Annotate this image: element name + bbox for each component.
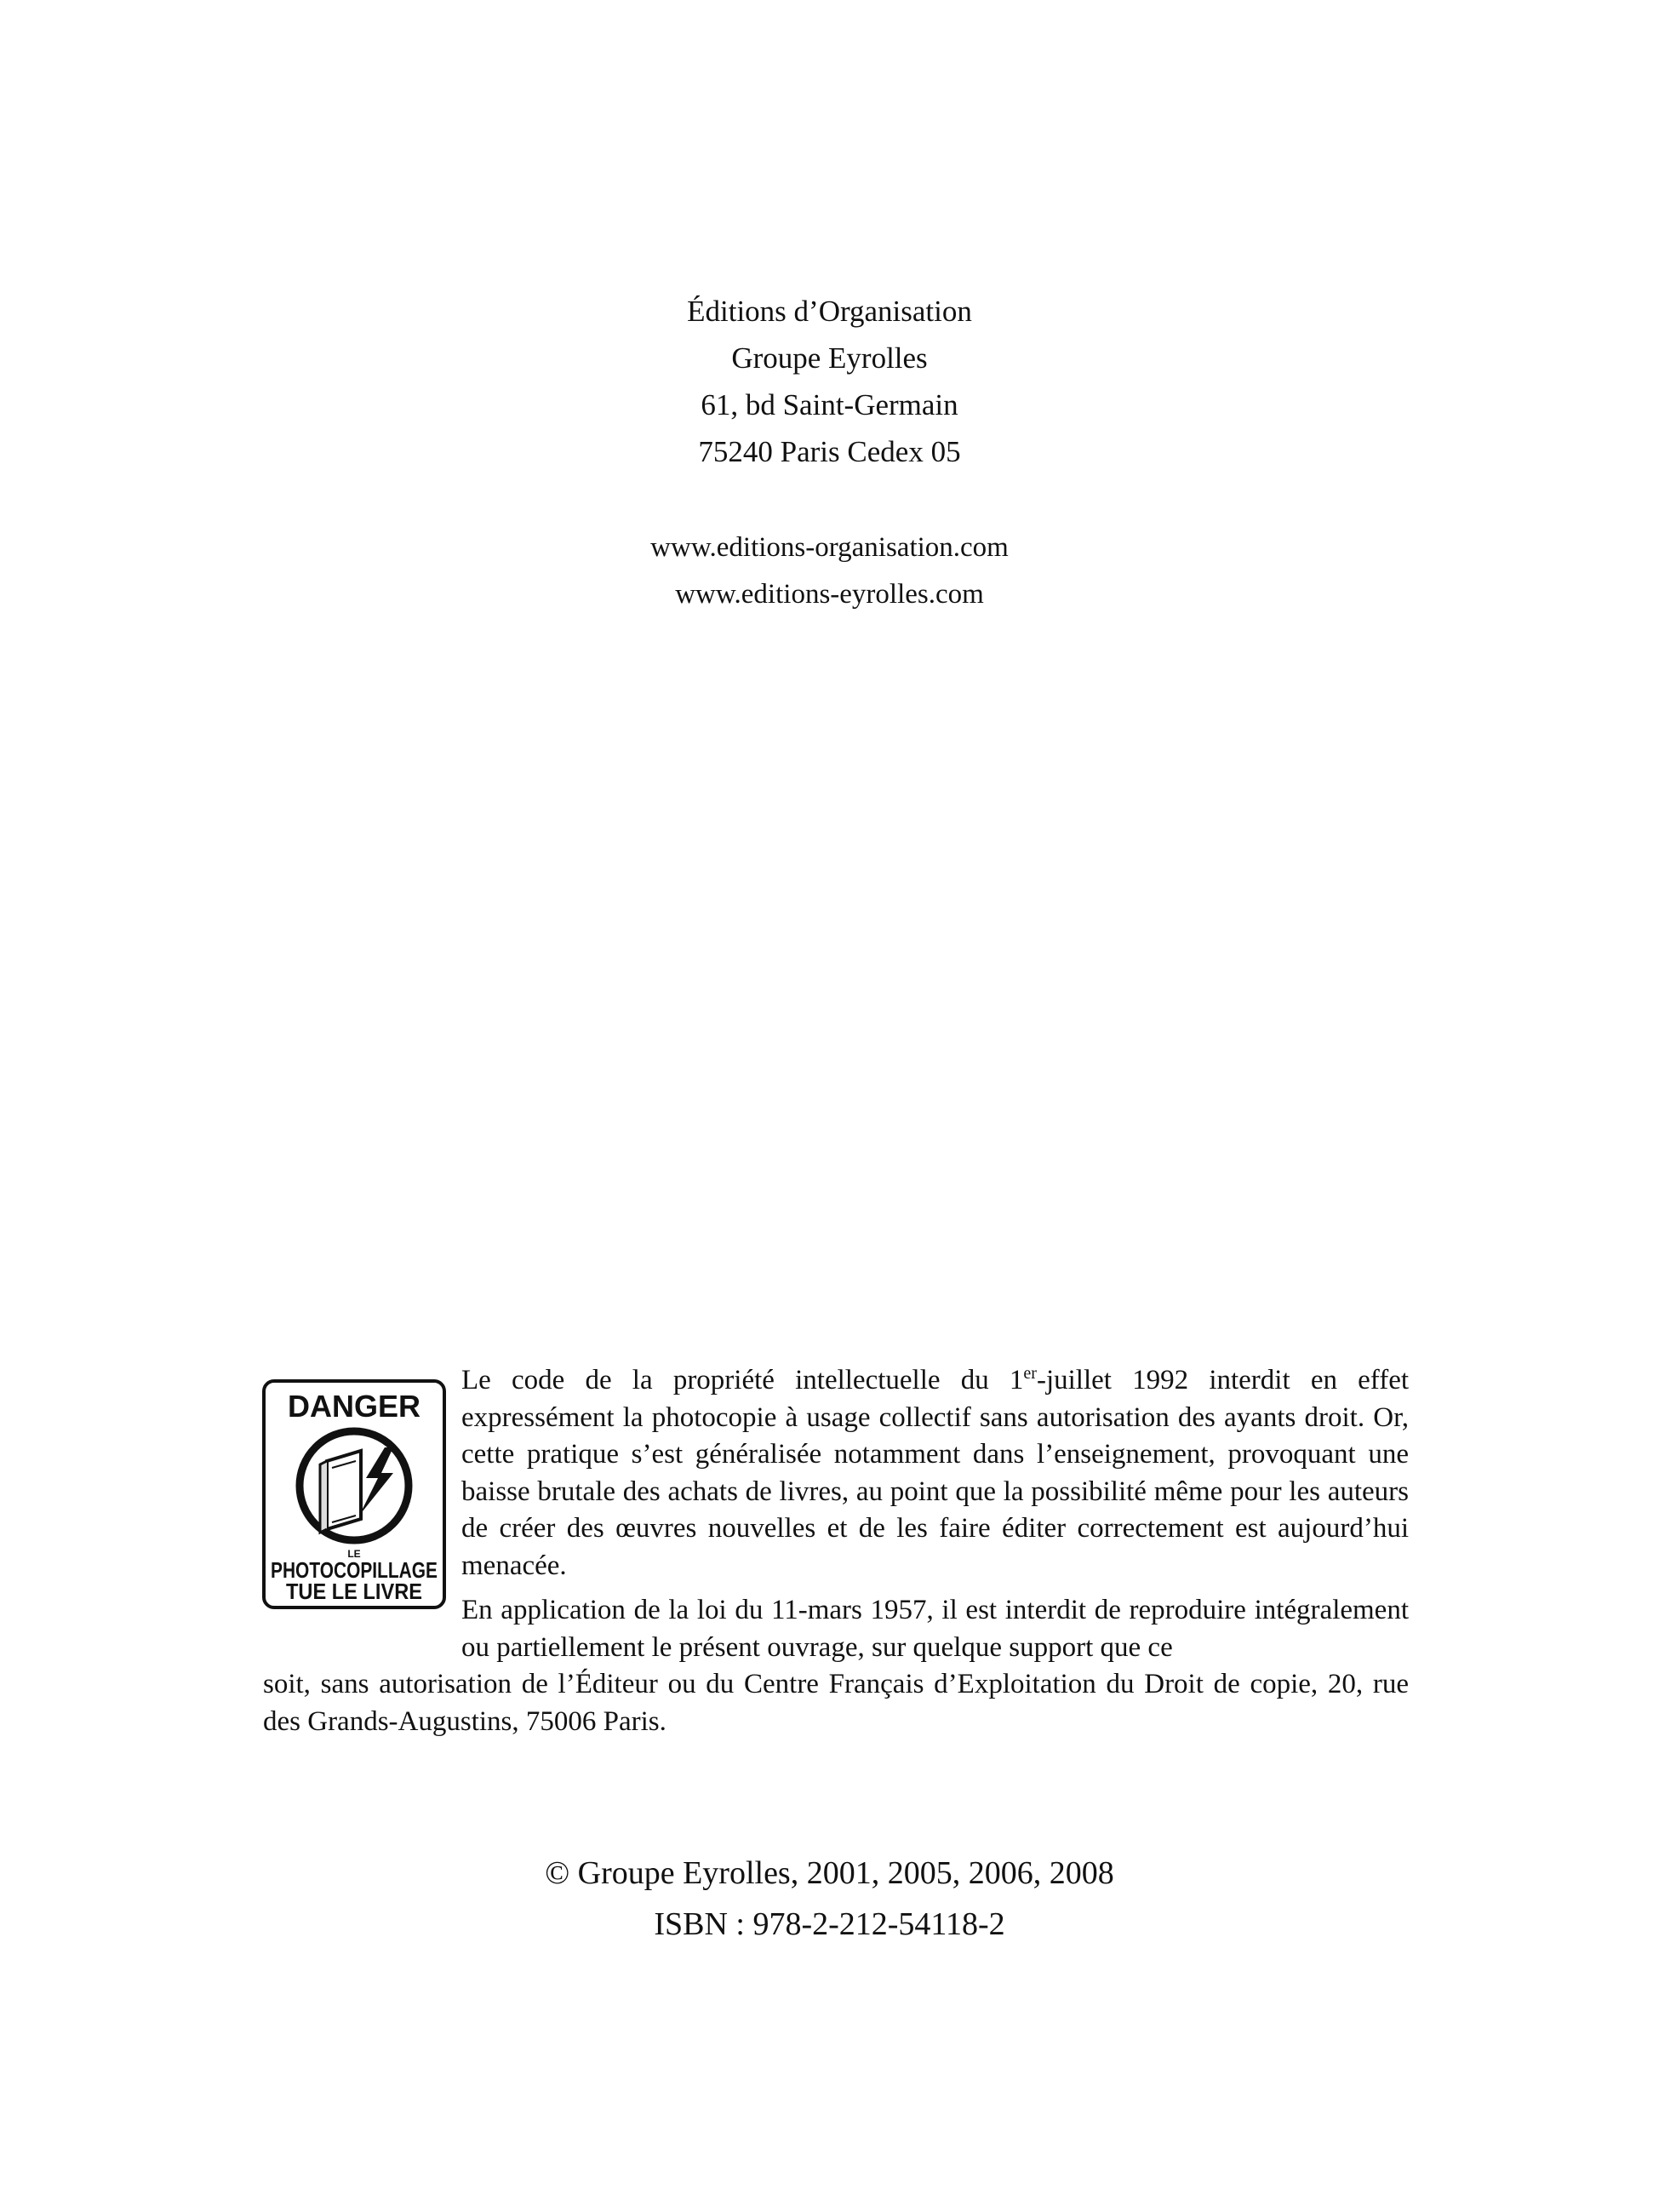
legal-p1-start: Le code de la propriété intellectuelle du 1 xyxy=(461,1365,1024,1395)
legal-p1-rest: -juillet 1992 interdit en effet expressément la photocopie à usage collectif sans autorisation des ayants droit. Or, cette pratique s’est généralisée notamment dans l’enseignement, provoquant une baisse brutale des achats de livres, au point que la possibilité même pour les auteurs de créer des œuvres nouvelles et de les faire éditer correctement est aujourd’hui menacée. xyxy=(461,1365,1410,1581)
copyright-notice: © Groupe Eyrolles, 2001, 2005, 2006, 2008 xyxy=(545,1855,1114,1891)
logo-danger-text: DANGER xyxy=(287,1389,421,1424)
website-eyrolles: www.editions-eyrolles.com xyxy=(675,579,984,610)
publisher-name: Éditions d’Organisation xyxy=(687,295,972,328)
legal-p1-superscript: er xyxy=(1023,1364,1037,1383)
publisher-street: 61, bd Saint-Germain xyxy=(701,388,958,421)
publisher-city: 75240 Paris Cedex 05 xyxy=(698,435,961,468)
publisher-websites xyxy=(0,524,1659,618)
legal-p2-full: soit, sans autorisation de l’Éditeur ou du Centre Français d’Exploitation du Droit de copie, 20, rue des Grands-Augustins, 75006 Paris. xyxy=(263,1669,1409,1737)
logo-photocopillage-text: PHOTOCOPILLAGE xyxy=(271,1557,438,1583)
publisher-group: Groupe Eyrolles xyxy=(731,341,928,375)
logo-le-text: LE xyxy=(347,1548,361,1560)
logo-tue-le-livre-text: TUE LE LIVRE xyxy=(286,1579,422,1604)
legal-paragraph-2 xyxy=(263,1592,1409,1740)
website-organisation: www.editions-organisation.com xyxy=(650,532,1009,563)
copyright-block xyxy=(0,1848,1659,1950)
legal-notice xyxy=(263,1362,1409,1740)
legal-p2-indented: En application de la loi du 11-mars 1957, il est interdit de reproduire intégralement ou partiellement le présent ouvrage, sur quelque support que ce xyxy=(461,1595,1409,1663)
isbn: ISBN : 978-2-212-54118-2 xyxy=(654,1906,1005,1942)
publisher-address xyxy=(0,288,1659,475)
legal-paragraph-1 xyxy=(461,1362,1409,1585)
